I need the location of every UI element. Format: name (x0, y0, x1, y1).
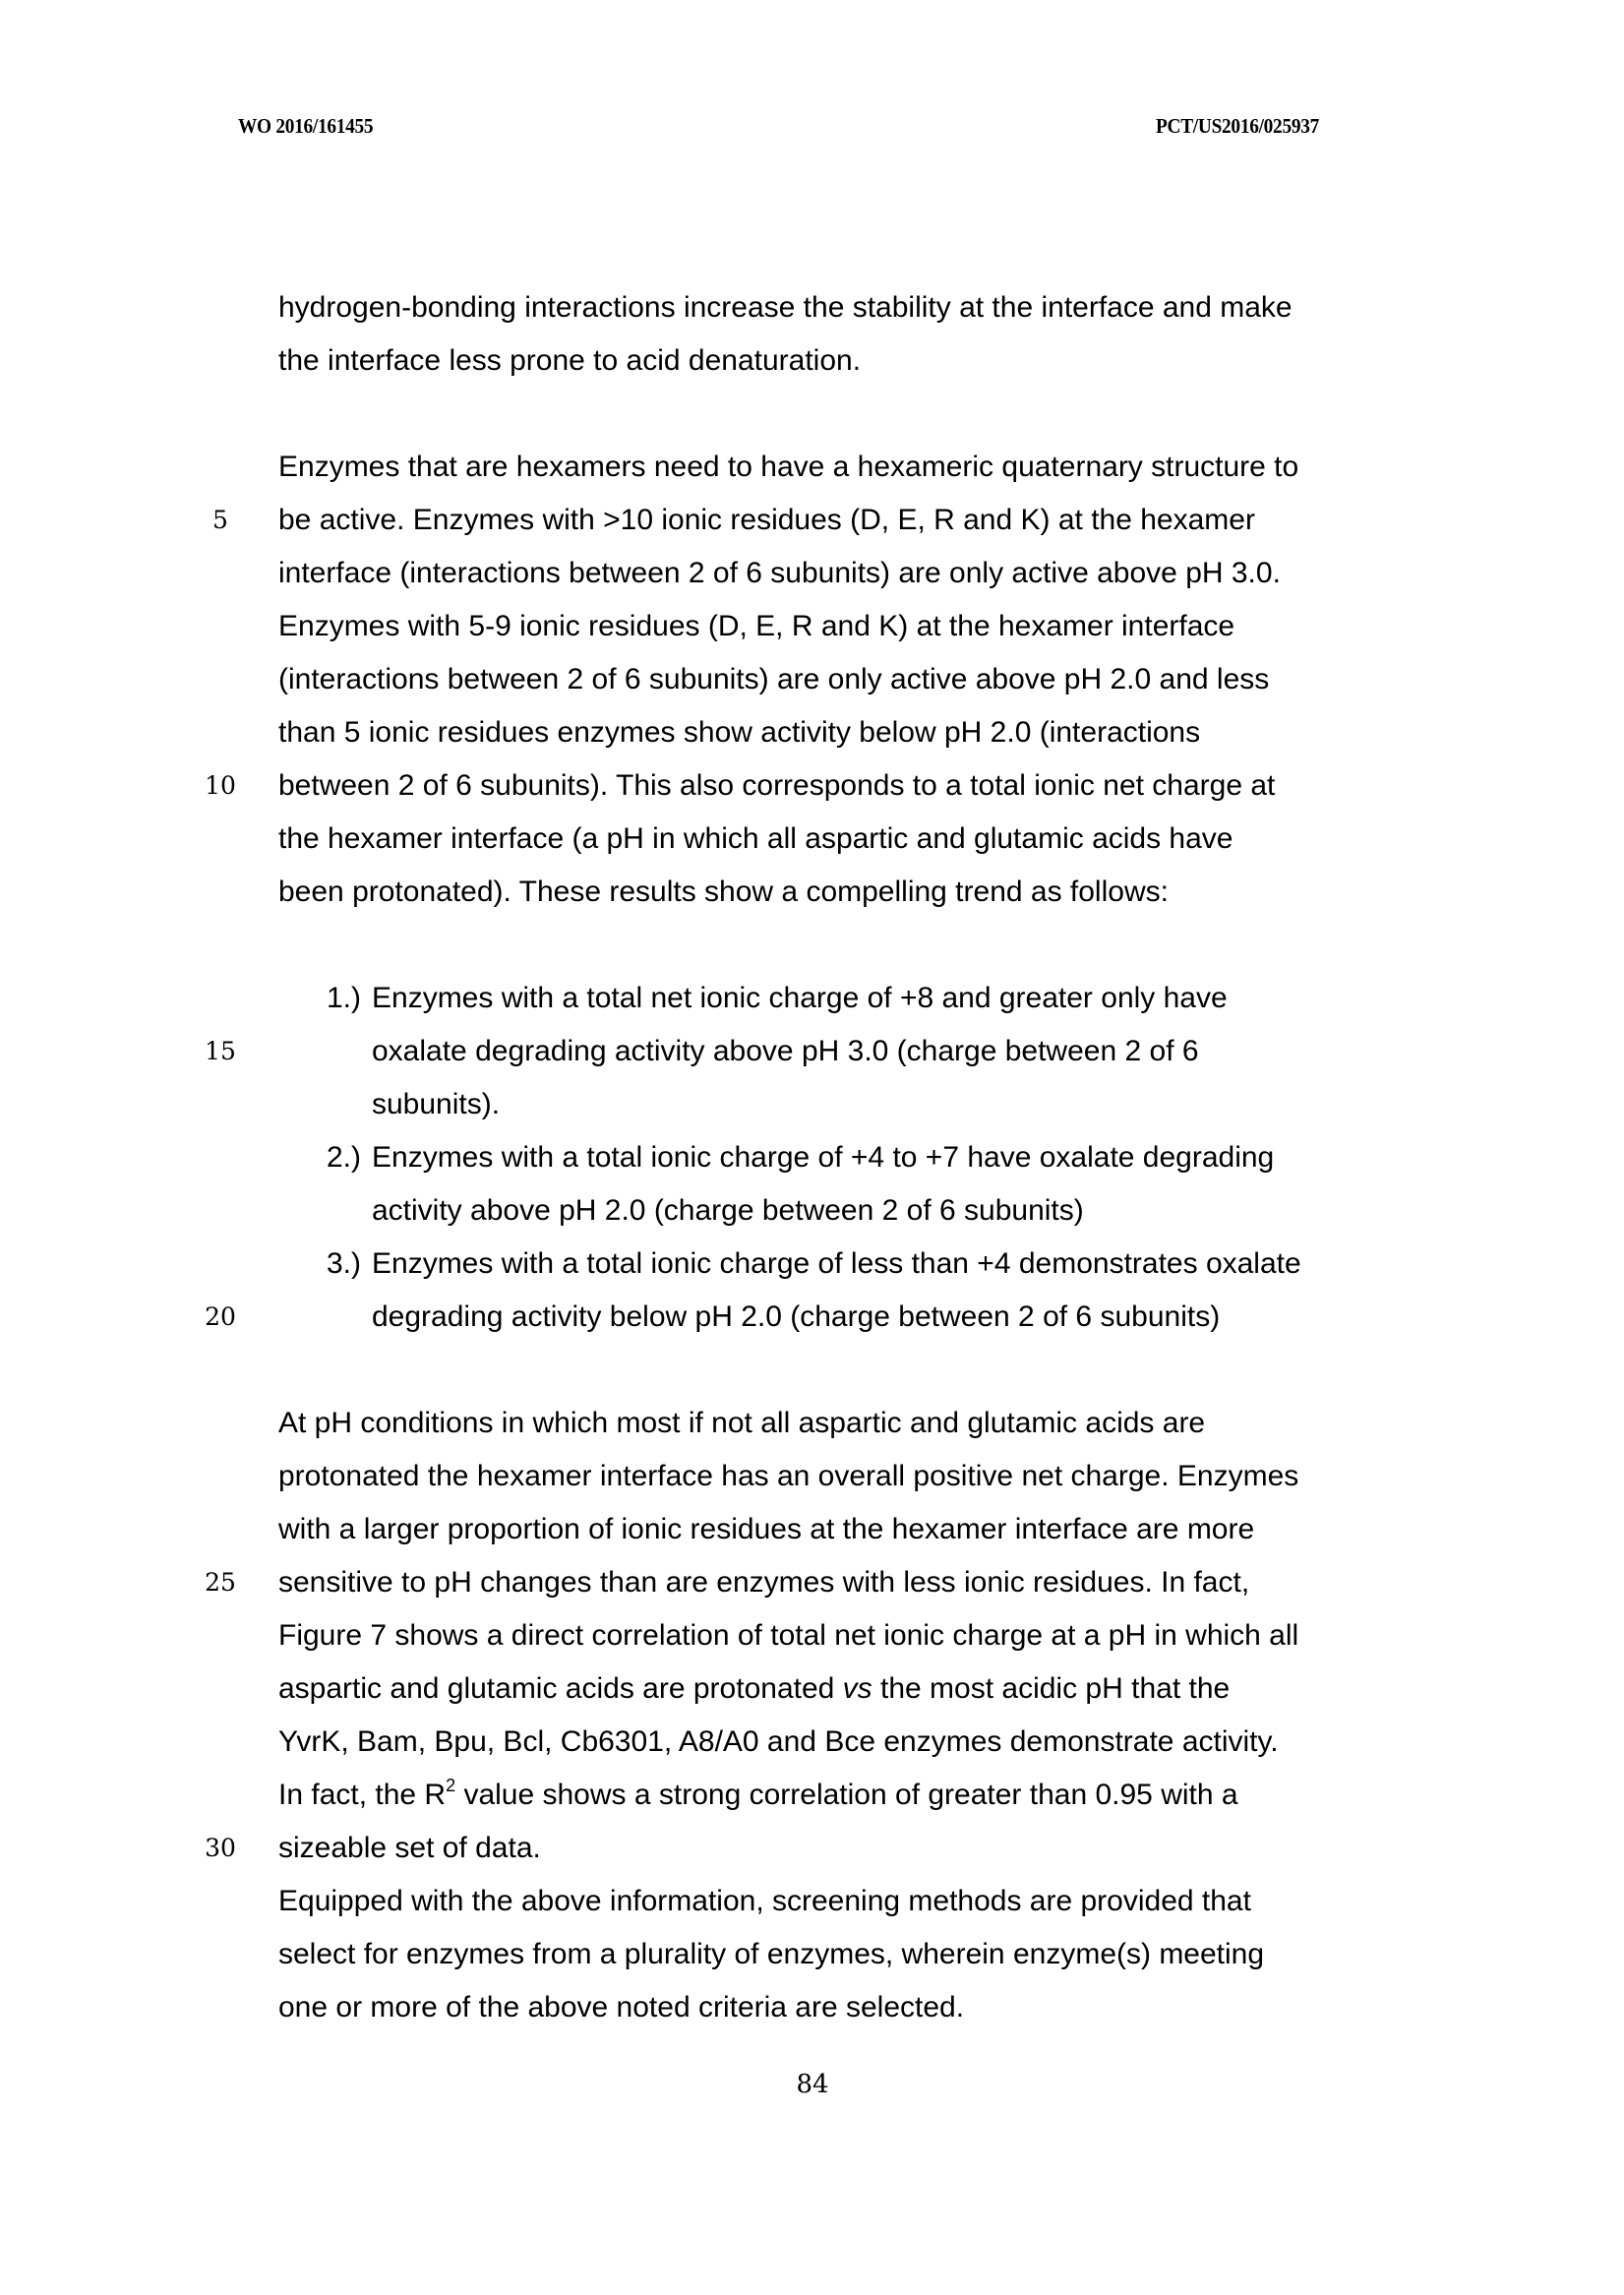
paragraph-2-line-9: been protonated). These results show a compelling trend as follows: (278, 876, 1169, 908)
list-item-3-line-2: degrading activity below pH 2.0 (charge between 2 of 6 subunits) (372, 1300, 1221, 1333)
paragraph-3-line-8 (278, 1776, 1238, 1815)
line-6-text-after: the most acidic pH that the (872, 1672, 1231, 1705)
application-number: PCT/US2016/025937 (1156, 114, 1319, 138)
line-number-5: 5 (212, 506, 228, 534)
paragraph-2-line-2: be active. Enzymes with >10 ionic residues (D, E, R and K) at the hexamer (278, 504, 1255, 536)
paragraph-4-line-1: Equipped with the above information, screening methods are provided that (278, 1885, 1251, 1917)
paragraph-4-line-2: select for enzymes from a plurality of enzymes, wherein enzyme(s) meeting (278, 1938, 1265, 1970)
paragraph-3-line-7: YvrK, Bam, Bpu, Bcl, Cb6301, A8/A0 and Bce enzymes demonstrate activity. (278, 1725, 1279, 1758)
line-8-text-before: In fact, the R (278, 1779, 447, 1811)
paragraph-2-line-8: the hexamer interface (a pH in which all aspartic and glutamic acids have (278, 822, 1233, 855)
paragraph-2-line-3: interface (interactions between 2 of 6 subunits) are only active above pH 3.0. (278, 557, 1281, 589)
line-8-text-after: value shows a strong correlation of greater than 0.95 with a (455, 1779, 1238, 1811)
paragraph-2-line-7: between 2 of 6 subunits). This also corresponds to a total ionic net charge at (278, 769, 1276, 802)
paragraph-3-line-3: with a larger proportion of ionic residues at the hexamer interface are more (278, 1513, 1255, 1545)
paragraph-1-line-1: hydrogen-bonding interactions increase the stability at the interface and make (278, 291, 1293, 324)
paragraph-3-line-6 (278, 1669, 1230, 1709)
list-item-3-marker: 3.) (327, 1247, 362, 1280)
list-item-2-line-2: activity above pH 2.0 (charge between 2 of 6 subunits) (372, 1194, 1084, 1227)
line-number-15: 15 (205, 1037, 236, 1065)
line-number-25: 25 (205, 1568, 236, 1597)
paragraph-3-line-5: Figure 7 shows a direct correlation of total net ionic charge at a pH in which all (278, 1619, 1299, 1652)
paragraph-2-line-6: than 5 ionic residues enzymes show activity below pH 2.0 (interactions (278, 716, 1201, 749)
paragraph-3-line-9: sizeable set of data. (278, 1832, 541, 1864)
paragraph-2-line-5: (interactions between 2 of 6 subunits) are only active above pH 2.0 and less (278, 663, 1270, 695)
list-item-1-marker: 1.) (327, 982, 362, 1014)
line-number-10: 10 (205, 771, 236, 800)
list-item-2-line-1: Enzymes with a total ionic charge of +4 to +7 have oxalate degrading (372, 1141, 1275, 1174)
paragraph-3-line-4: sensitive to pH changes than are enzymes with less ionic residues. In fact, (278, 1566, 1250, 1599)
list-item-1-line-1: Enzymes with a total net ionic charge of +8 and greater only have (372, 982, 1228, 1014)
page-number: 84 (796, 2070, 829, 2099)
paragraph-2-line-1: Enzymes that are hexamers need to have a hexameric quaternary structure to (278, 451, 1299, 483)
list-item-3-line-1: Enzymes with a total ionic charge of less than +4 demonstrates oxalate (372, 1247, 1301, 1280)
paragraph-4-line-3: one or more of the above noted criteria are selected. (278, 1991, 965, 2023)
r-squared-superscript: 2 (446, 1776, 456, 1795)
list-item-1-line-3: subunits). (372, 1088, 501, 1120)
line-number-20: 20 (205, 1302, 236, 1331)
list-item-1-line-2: oxalate degrading activity above pH 3.0 (charge between 2 of 6 (372, 1035, 1199, 1067)
line-6-text-before: aspartic and glutamic acids are protonated (278, 1672, 843, 1705)
paragraph-3-line-2: protonated the hexamer interface has an overall positive net charge. Enzymes (278, 1460, 1299, 1492)
line-number-30: 30 (205, 1834, 236, 1862)
paragraph-3-line-1: At pH conditions in which most if not all aspartic and glutamic acids are (278, 1407, 1206, 1439)
paragraph-1-line-2: the interface less prone to acid denaturation. (278, 344, 862, 377)
paragraph-2-line-4: Enzymes with 5-9 ionic residues (D, E, R and K) at the hexamer interface (278, 610, 1235, 642)
publication-number: WO 2016/161455 (238, 114, 374, 138)
list-item-2-marker: 2.) (327, 1141, 362, 1174)
italic-vs: vs (842, 1672, 872, 1705)
